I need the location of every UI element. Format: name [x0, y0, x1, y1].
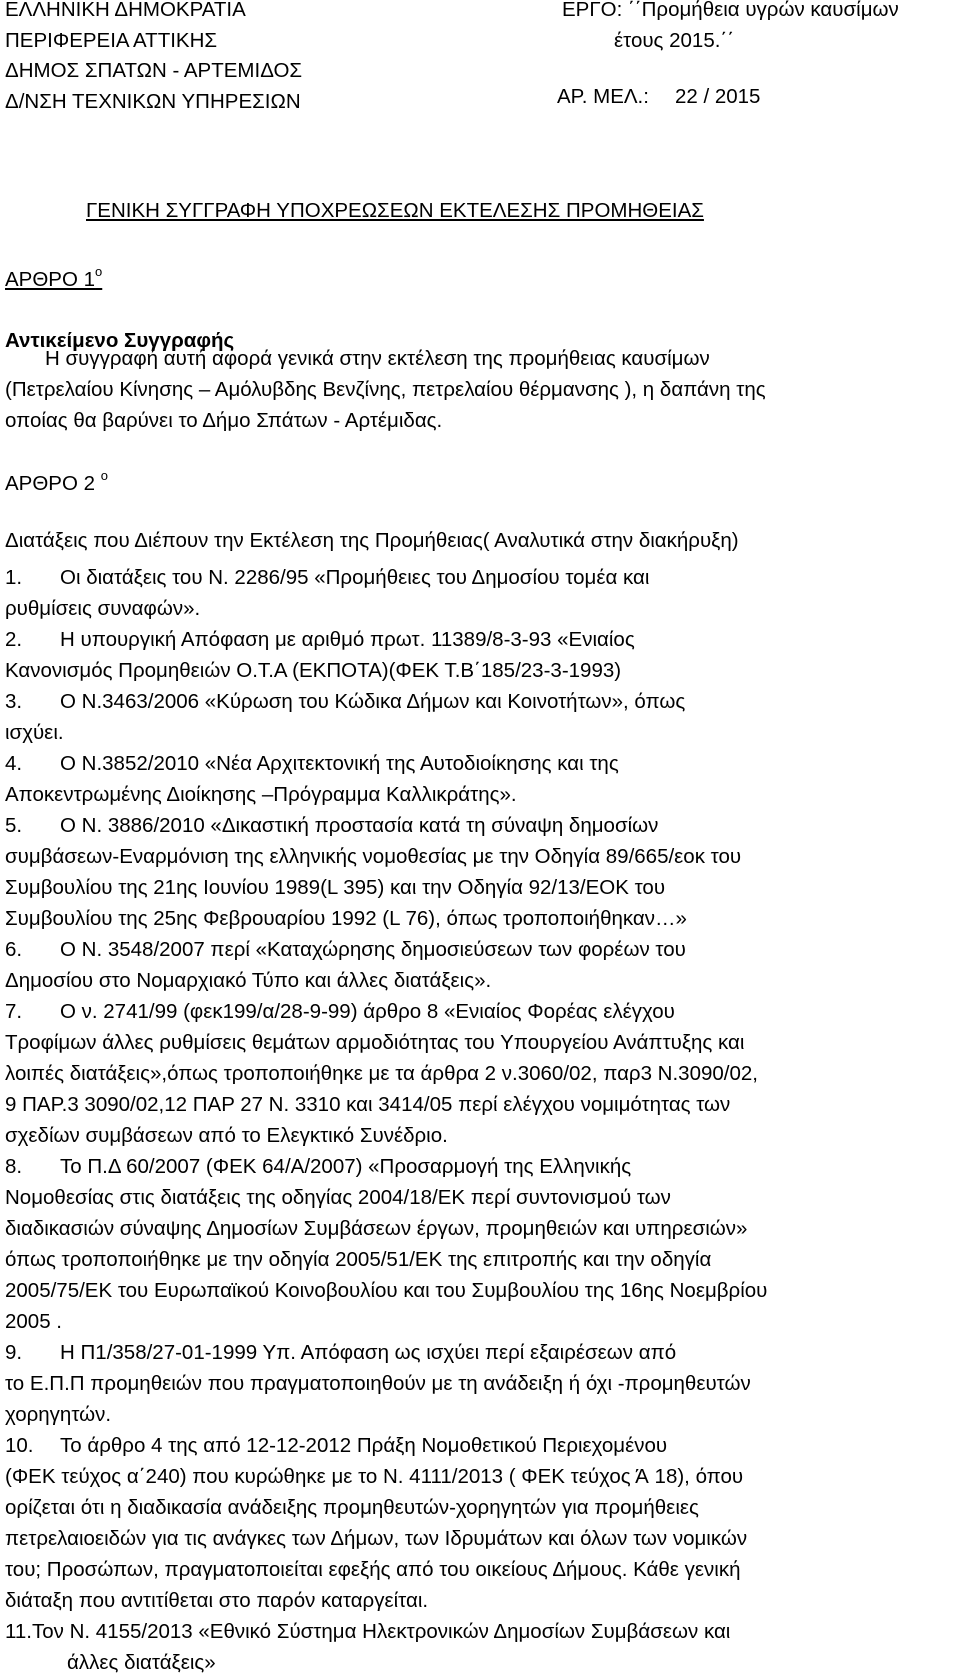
list-item-continuation: πετρελαιοειδών για τις ανάγκες των Δήμων, των Ιδρυμάτων και όλων των νομικών: [5, 1527, 748, 1550]
paragraph-line: Η συγγραφή αυτή αφορά γενικά στην εκτέλεση της προμήθειας καυσίμων: [45, 347, 710, 370]
study-reference: [557, 82, 760, 113]
list-item: 8. Το Π.Δ 60/2007 (ΦΕΚ 64/Α/2007) «Προσαρμογή της Ελληνικής: [5, 1152, 960, 1183]
list-item-continuation: Δημοσίου στο Νομαρχιακό Τύπο και άλλες διατάξεις».: [5, 969, 492, 992]
list-item-continuation: 9 ΠΑΡ.3 3090/02,12 ΠΑΡ 27 Ν. 3310 και 3414/05 περί ελέγχου νομιμότητας των: [5, 1093, 731, 1116]
article-2-heading: ΑΡΘΡΟ 2 $^o$: [5, 468, 108, 495]
item-number: 5.: [5, 814, 23, 837]
list-item: 3. Ο Ν.3463/2006 «Κύρωση του Κώδικα Δήμων και Κοινοτήτων», όπως: [5, 687, 960, 718]
item-number: 1.: [5, 566, 23, 589]
list-item-continuation: χορηγητών.: [5, 1403, 112, 1426]
list-item: 11.Τον Ν. 4155/2013 «Εθνικό Σύστημα Ηλεκτρονικών Δημοσίων Συμβάσεων και: [5, 1620, 731, 1643]
project-year: έτους 2015.΄΄: [614, 28, 735, 52]
issuing-authority: [5, 0, 302, 117]
item-number: 8.: [5, 1155, 23, 1178]
authority-line: ΠΕΡΙΦΕΡΕΙΑ ΑΤΤΙΚΗΣ: [5, 28, 218, 52]
regulations-title: Διατάξεις που Διέπουν την Εκτέλεση της Προμήθειας( Αναλυτικά στην διακήρυξη): [5, 529, 739, 552]
list-item-continuation: όπως τροποποιήθηκε με την οδηγία 2005/51/ΕΚ της επιτροπής και την οδηγία: [5, 1248, 712, 1271]
item-number: 2.: [5, 628, 23, 651]
list-item: 2. Η υπουργική Απόφαση με αριθμό πρωτ. 11389/8-3-93 «Ενιαίος: [5, 625, 960, 656]
list-item: 9. Η Π1/358/27-01-1999 Υπ. Απόφαση ως ισχύει περί εξαιρέσεων από: [5, 1338, 960, 1369]
paragraph-line: (Πετρελαίου Κίνησης – Αμόλυβδης Βενζίνης, πετρελαίου θέρμανσης ), η δαπάνη της: [5, 378, 766, 401]
list-item-continuation: άλλες διατάξεις»: [67, 1651, 216, 1674]
list-item: 1. Οι διατάξεις του Ν. 2286/95 «Προμήθειες του Δημοσίου τομέα και: [5, 563, 960, 594]
item-number: 3.: [5, 690, 23, 713]
item-number: 10.: [5, 1434, 34, 1457]
list-item: 7. Ο ν. 2741/99 (φεκ199/α/28-9-99) άρθρο 8 «Ενιαίος Φορέας ελέγχου: [5, 997, 960, 1028]
list-item-continuation: λοιπές διατάξεις»,όπως τροποποιήθηκε με τα άρθρα 2 ν.3060/02, παρ3 Ν.3090/02,: [5, 1062, 758, 1085]
article-1-heading: ΑΡΘΡΟ $1^o$: [5, 264, 103, 291]
list-item-continuation: Κανονισμός Προμηθειών Ο.Τ.Α (ΕΚΠΟΤΑ)(ΦΕΚ Τ.Β΄185/23-3-1993): [5, 659, 622, 682]
list-item-continuation: του; Προσώπων, πραγματοποιείται εφεξής από του οικείους Δήμους. Κάθε γενική: [5, 1558, 741, 1581]
authority-line: ΕΛΛΗΝΙΚΗ ΔΗΜΟΚΡΑΤΙΑ: [5, 0, 246, 21]
list-item: 5. Ο Ν. 3886/2010 «Δικαστική προστασία κατά τη σύναψη δημοσίων: [5, 811, 960, 842]
paragraph-line: οποίας θα βαρύνει το Δήμο Σπάτων - Αρτέμιδας.: [5, 409, 443, 432]
list-item-continuation: Αποκεντρωμένης Διοίκησης –Πρόγραμμα Καλλικράτης».: [5, 783, 517, 806]
item-number: 9.: [5, 1341, 23, 1364]
list-item-continuation: ρυθμίσεις συναφών».: [5, 597, 201, 620]
list-item-continuation: Τροφίμων άλλες ρυθμίσεις θεμάτων αρμοδιότητας του Υπουργείου Ανάπτυξης και: [5, 1031, 745, 1054]
item-number: 7.: [5, 1000, 23, 1023]
list-item: 10. Το άρθρο 4 της από 12-12-2012 Πράξη Νομοθετικού Περιεχομένου: [5, 1431, 960, 1462]
study-label: ΑΡ. ΜΕΛ.:: [557, 85, 649, 108]
list-item-continuation: διάταξη που αντιτίθεται στο παρόν καταργείται.: [5, 1589, 429, 1612]
project-info: [562, 0, 899, 56]
list-item-continuation: Συμβουλίου της 21ης Ιουνίου 1989(L 395) και την Οδηγία 92/13/ΕΟΚ του: [5, 876, 666, 899]
authority-line: Δ/ΝΣΗ ΤΕΧΝΙΚΩΝ ΥΠΗΡΕΣΙΩΝ: [5, 89, 301, 113]
project-name: ΕΡΓΟ: ΄΄Προμήθεια υγρών καυσίμων: [562, 0, 899, 21]
study-number: 22 / 2015: [674, 85, 761, 108]
authority-line: ΔΗΜΟΣ ΣΠΑΤΩΝ - ΑΡΤΕΜΙΔΟΣ: [5, 59, 303, 82]
document-title: ΓΕΝΙΚΗ ΣΥΓΓΡΑΦΗ ΥΠΟΧΡΕΩΣΕΩΝ ΕΚΤΕΛΕΣΗΣ ΠΡΟΜΗΘΕΙΑΣ: [86, 199, 704, 222]
list-item-continuation: 2005 .: [5, 1310, 62, 1333]
list-item-continuation: ισχύει.: [5, 721, 64, 744]
list-item-continuation: το Ε.Π.Π προμηθειών που πραγματοποιηθούν με τη ανάδειξη ή όχι -προμηθευτών: [5, 1372, 751, 1395]
list-item-continuation: ορίζεται ότι η διαδικασία ανάδειξης προμηθευτών-χορηγητών για προμήθειες: [5, 1496, 699, 1519]
article-1-subject: Αντικείμενο Συγγραφής: [5, 329, 235, 352]
item-number: 11.: [5, 1620, 32, 1643]
list-item-continuation: 2005/75/ΕΚ του Ευρωπαϊκού Κοινοβουλίου και του Συμβουλίου της 16ης Νοεμβρίου: [5, 1279, 768, 1302]
list-item-continuation: διαδικασιών σύναψης Δημοσίων Συμβάσεων έργων, προμηθειών και υπηρεσιών»: [5, 1217, 748, 1240]
item-number: 4.: [5, 752, 23, 775]
list-item-continuation: (ΦΕΚ τεύχος α΄240) που κυρώθηκε με το Ν. 4111/2013 ( ΦΕΚ τεύχος Ά 18), όπου: [5, 1465, 744, 1488]
regulations-list: [5, 563, 960, 1679]
list-item-continuation: συμβάσεων-Εναρμόνιση της ελληνικής νομοθεσίας με την Οδηγία 89/665/εοκ του: [5, 845, 742, 868]
list-item: 6. Ο Ν. 3548/2007 περί «Καταχώρησης δημοσιεύσεων των φορέων του: [5, 935, 960, 966]
article-1-body: [5, 344, 960, 437]
list-item-continuation: Νομοθεσίας στις διατάξεις της οδηγίας 2004/18/ΕΚ περί συντονισμού των: [5, 1186, 671, 1209]
list-item: 4. Ο Ν.3852/2010 «Νέα Αρχιτεκτονική της Αυτοδιοίκησης και της: [5, 749, 960, 780]
list-item-continuation: σχεδίων συμβάσεων από το Ελεγκτικό Συνέδριο.: [5, 1124, 448, 1147]
list-item-continuation: Συμβουλίου της 25ης Φεβρουαρίου 1992 (L 76), όπως τροποποιήθηκαν…»: [5, 907, 687, 930]
item-number: 6.: [5, 938, 23, 961]
